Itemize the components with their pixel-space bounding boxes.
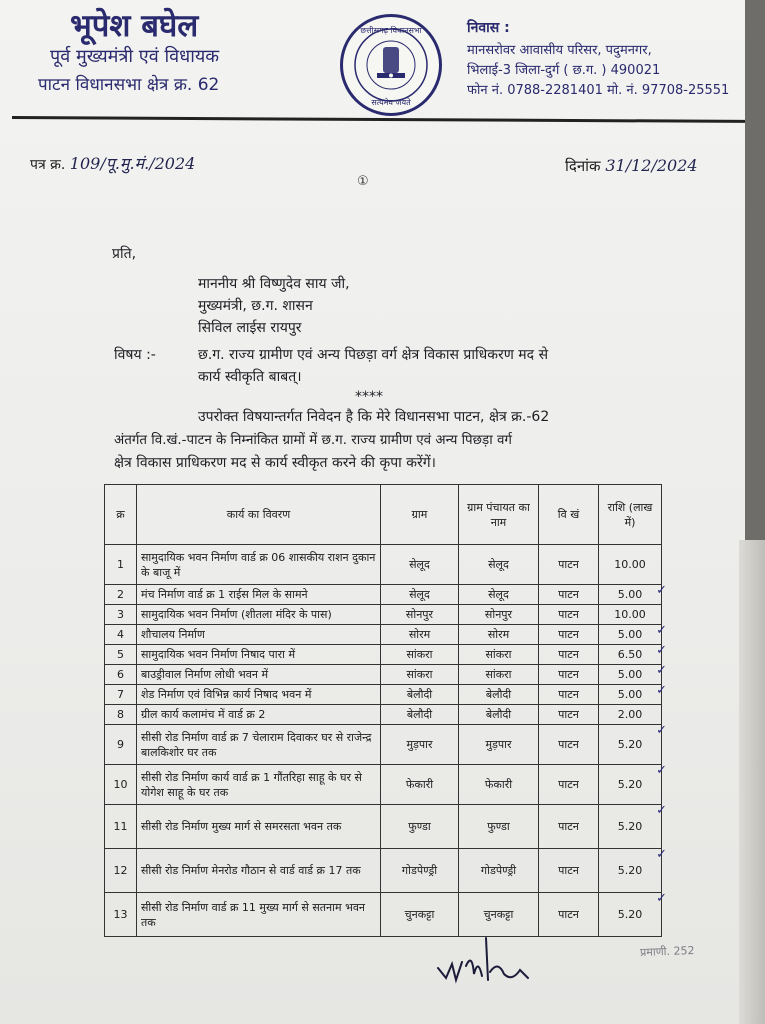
letter-date (565, 156, 698, 176)
row-amount: 5.00 (617, 588, 643, 601)
works-table (104, 484, 667, 937)
body-line-3: क्षेत्र विकास प्राधिकरण मद से कार्य स्वीकृत करने की कृपा करेंगें। (114, 455, 436, 471)
check-mark-icon: ✓ (656, 643, 667, 658)
check-mark-icon: ✓ (656, 763, 667, 778)
address-line-2: भिलाई-3 जिला-दुर्ग ( छ.ग. ) 490021 (467, 63, 661, 78)
row-block: पाटन (539, 849, 599, 893)
row-amount-cell (599, 623, 667, 645)
row-village: सांकरा (381, 665, 459, 685)
check-mark-icon: ✓ (656, 847, 667, 862)
sender-designation: पूर्व मुख्यमंत्री एवं विधायक (50, 46, 220, 67)
check-mark-icon: ✓ (656, 623, 667, 638)
date-value: 31/12/2024 (605, 156, 698, 175)
table-row (105, 705, 662, 725)
row-serial: 12 (105, 849, 137, 893)
table-header-row (105, 485, 662, 545)
row-block: पाटन (539, 685, 599, 705)
letter-reference (30, 152, 195, 174)
margin-annotation: प्रमाणी. 252 (639, 944, 695, 959)
table-row (105, 765, 662, 805)
row-panchayat: बेलौदी (459, 685, 539, 705)
row-serial: 6 (105, 665, 137, 685)
row-amount-cell (599, 803, 667, 849)
seal-top-text: छत्तीसगढ़ विधानसभा (360, 26, 422, 35)
row-village: सोरम (381, 625, 459, 645)
header-block: वि खं (539, 485, 599, 545)
row-panchayat: चुनकट्टा (459, 893, 539, 937)
row-work: सीसी रोड निर्माण कार्य वार्ड क्र 1 गौंतरिहा साहू के घर से योगेश साहू के घर तक (137, 765, 381, 805)
separator-stars: **** (355, 389, 383, 405)
recipient-line-2: मुख्यमंत्री, छ.ग. शासन (198, 298, 313, 314)
table-row (105, 645, 662, 665)
table-row (105, 893, 662, 937)
row-serial: 5 (105, 645, 137, 665)
check-mark-icon: ✓ (656, 583, 667, 598)
row-work: सामुदायिक भवन निर्माण निषाद पारा में (137, 645, 381, 665)
table-row (105, 685, 662, 705)
table-row (105, 849, 662, 893)
row-block: पाटन (539, 645, 599, 665)
row-amount: 10.00 (614, 558, 646, 571)
row-serial: 2 (105, 585, 137, 605)
row-amount-cell (599, 583, 667, 605)
row-amount: 5.20 (617, 778, 643, 791)
row-village: सेलूद (381, 545, 459, 585)
row-village: गोडपेण्ड्री (381, 849, 459, 893)
recipient-line-1: माननीय श्री विष्णुदेव साय जी, (198, 276, 350, 292)
prati: प्रति, (112, 246, 137, 262)
row-amount: 2.00 (617, 708, 643, 721)
row-serial: 10 (105, 765, 137, 805)
row-block: पाटन (539, 705, 599, 725)
body-line-2: अंतर्गत वि.खं.-पाटन के निम्नांकित ग्रामों में छ.ग. राज्य ग्रामीण एवं अन्य पिछड़ा वर्ग (114, 433, 512, 448)
row-block: पाटन (539, 625, 599, 645)
row-village: बेलौदी (381, 705, 459, 725)
row-amount-cell (599, 723, 667, 765)
header-village: ग्राम (381, 485, 459, 545)
row-serial: 11 (105, 805, 137, 849)
row-village: फुण्डा (381, 805, 459, 849)
row-panchayat: सेलूद (459, 585, 539, 605)
row-block: पाटन (539, 725, 599, 765)
row-village: फेकारी (381, 765, 459, 805)
phone-line: फोन नं. 0788-2281401 मो. नं. 97708-25551 (467, 83, 730, 98)
header-serial: क्र (105, 485, 137, 545)
row-work: मंच निर्माण वार्ड क्र 1 राईस मिल के सामने (137, 585, 381, 605)
table-row (105, 725, 662, 765)
assembly-seal (340, 14, 442, 116)
row-amount: 5.00 (617, 668, 643, 681)
row-village: चुनकट्टा (381, 893, 459, 937)
subject-line-2: कार्य स्वीकृति बाबत्। (198, 369, 302, 385)
row-amount-cell (599, 605, 662, 625)
check-mark-icon: ✓ (656, 891, 667, 906)
table-row (105, 585, 662, 605)
row-amount: 10.00 (614, 608, 646, 621)
address-label: निवास : (467, 20, 510, 36)
subject-line-1: छ.ग. राज्य ग्रामीण एवं अन्य पिछड़ा वर्ग क्षेत्र विकास प्राधिकरण मद से (198, 347, 549, 363)
seal-motto: सत्यमेव जयते (371, 98, 411, 107)
row-work: सामुदायिक भवन निर्माण (शीतला मंदिर के पास) (137, 605, 381, 625)
sender-name: भूपेश बघेल (70, 8, 199, 44)
row-amount: 5.00 (617, 628, 643, 641)
row-amount: 5.20 (617, 738, 643, 751)
row-block: पाटन (539, 605, 599, 625)
address-line-1: मानसरोवर आवासीय परिसर, पदुमनगर, (467, 43, 652, 58)
reference-suffix: /पू.मु.मं./2024 (100, 154, 196, 173)
row-work: ग्रील कार्य कलामंच में वार्ड क्र 2 (137, 705, 381, 725)
row-panchayat: सांकरा (459, 645, 539, 665)
row-panchayat: बेलौदी (459, 705, 539, 725)
row-amount-cell (599, 683, 667, 705)
row-serial: 7 (105, 685, 137, 705)
row-amount: 5.20 (617, 908, 643, 921)
row-village: सोनपुर (381, 605, 459, 625)
row-panchayat: सेलूद (459, 545, 539, 585)
row-amount: 6.50 (617, 648, 643, 661)
row-block: पाटन (539, 765, 599, 805)
table-row (105, 805, 662, 849)
page-number-mark: ① (357, 174, 369, 189)
background-paper-edge (739, 540, 765, 1024)
row-serial: 13 (105, 893, 137, 937)
row-amount-cell (599, 643, 667, 665)
reference-number: 109 (69, 154, 101, 173)
check-mark-icon: ✓ (656, 803, 667, 818)
reference-label: पत्र क्र. (30, 157, 66, 173)
header-amount: राशि (लाख में) (599, 485, 662, 545)
row-amount-cell (599, 763, 667, 805)
subject-label: विषय :- (114, 347, 156, 363)
table-row (105, 605, 662, 625)
row-village: सांकरा (381, 645, 459, 665)
row-block: पाटन (539, 893, 599, 937)
row-panchayat: फुण्डा (459, 805, 539, 849)
row-block: पाटन (539, 805, 599, 849)
row-amount-cell (599, 545, 662, 585)
header-panchayat: ग्राम पंचायत का नाम (459, 485, 539, 545)
row-block: पाटन (539, 665, 599, 685)
row-amount: 5.20 (617, 864, 643, 877)
row-block: पाटन (539, 585, 599, 605)
table-row (105, 665, 662, 685)
row-work: सीसी रोड निर्माण वार्ड क्र 11 मुख्य मार्ग से सतनाम भवन तक (137, 893, 381, 937)
row-village: सेलूद (381, 585, 459, 605)
header-work: कार्य का विवरण (137, 485, 381, 545)
row-amount-cell (599, 663, 667, 685)
row-serial: 1 (105, 545, 137, 585)
row-block: पाटन (539, 545, 599, 585)
row-work: सीसी रोड निर्माण मेनरोड गौठान से वार्ड वार्ड क्र 17 तक (137, 849, 381, 893)
row-amount: 5.20 (617, 820, 643, 833)
row-work: बाउड्रीवाल निर्माण लोधी भवन में (137, 665, 381, 685)
row-serial: 9 (105, 725, 137, 765)
date-label: दिनांक (565, 157, 601, 175)
row-panchayat: सोनपुर (459, 605, 539, 625)
row-serial: 4 (105, 625, 137, 645)
row-panchayat: सोरम (459, 625, 539, 645)
table-row (105, 625, 662, 645)
row-panchayat: मुड़पार (459, 725, 539, 765)
check-mark-icon: ✓ (656, 663, 667, 678)
row-work: सामुदायिक भवन निर्माण वार्ड क्र 06 शासकीय राशन दुकान के बाजू में (137, 545, 381, 585)
row-amount: 5.00 (617, 688, 643, 701)
row-serial: 3 (105, 605, 137, 625)
check-mark-icon: ✓ (656, 683, 667, 698)
signature-icon (432, 928, 542, 990)
row-panchayat: फेकारी (459, 765, 539, 805)
sender-constituency: पाटन विधानसभा क्षेत्र क्र. 62 (38, 75, 220, 95)
row-work: शौचालय निर्माण (137, 625, 381, 645)
row-amount-cell (599, 847, 667, 893)
row-village: बेलौदी (381, 685, 459, 705)
row-panchayat: सांकरा (459, 665, 539, 685)
row-work: सीसी रोड निर्माण मुख्य मार्ग से समरसता भवन तक (137, 805, 381, 849)
body-line-1: उपरोक्त विषयान्तर्गत निवेदन है कि मेरे विधानसभा पाटन, क्षेत्र क्र.-62 (198, 409, 550, 425)
row-work: सीसी रोड निर्माण वार्ड क्र 7 चेलाराम दिवाकर घर से राजेन्द्र बालकिशोर घर तक (137, 725, 381, 765)
check-mark-icon: ✓ (656, 723, 667, 738)
row-amount-cell (599, 705, 662, 725)
row-work: शेड निर्माण एवं विभिन्न कार्य निषाद भवन में (137, 685, 381, 705)
row-serial: 8 (105, 705, 137, 725)
header-divider (12, 116, 745, 123)
recipient-line-3: सिविल लाईस रायपुर (198, 320, 302, 336)
row-village: मुड़पार (381, 725, 459, 765)
row-panchayat: गोडपेण्ड्री (459, 849, 539, 893)
table-row (105, 545, 662, 585)
row-amount-cell (599, 891, 667, 937)
